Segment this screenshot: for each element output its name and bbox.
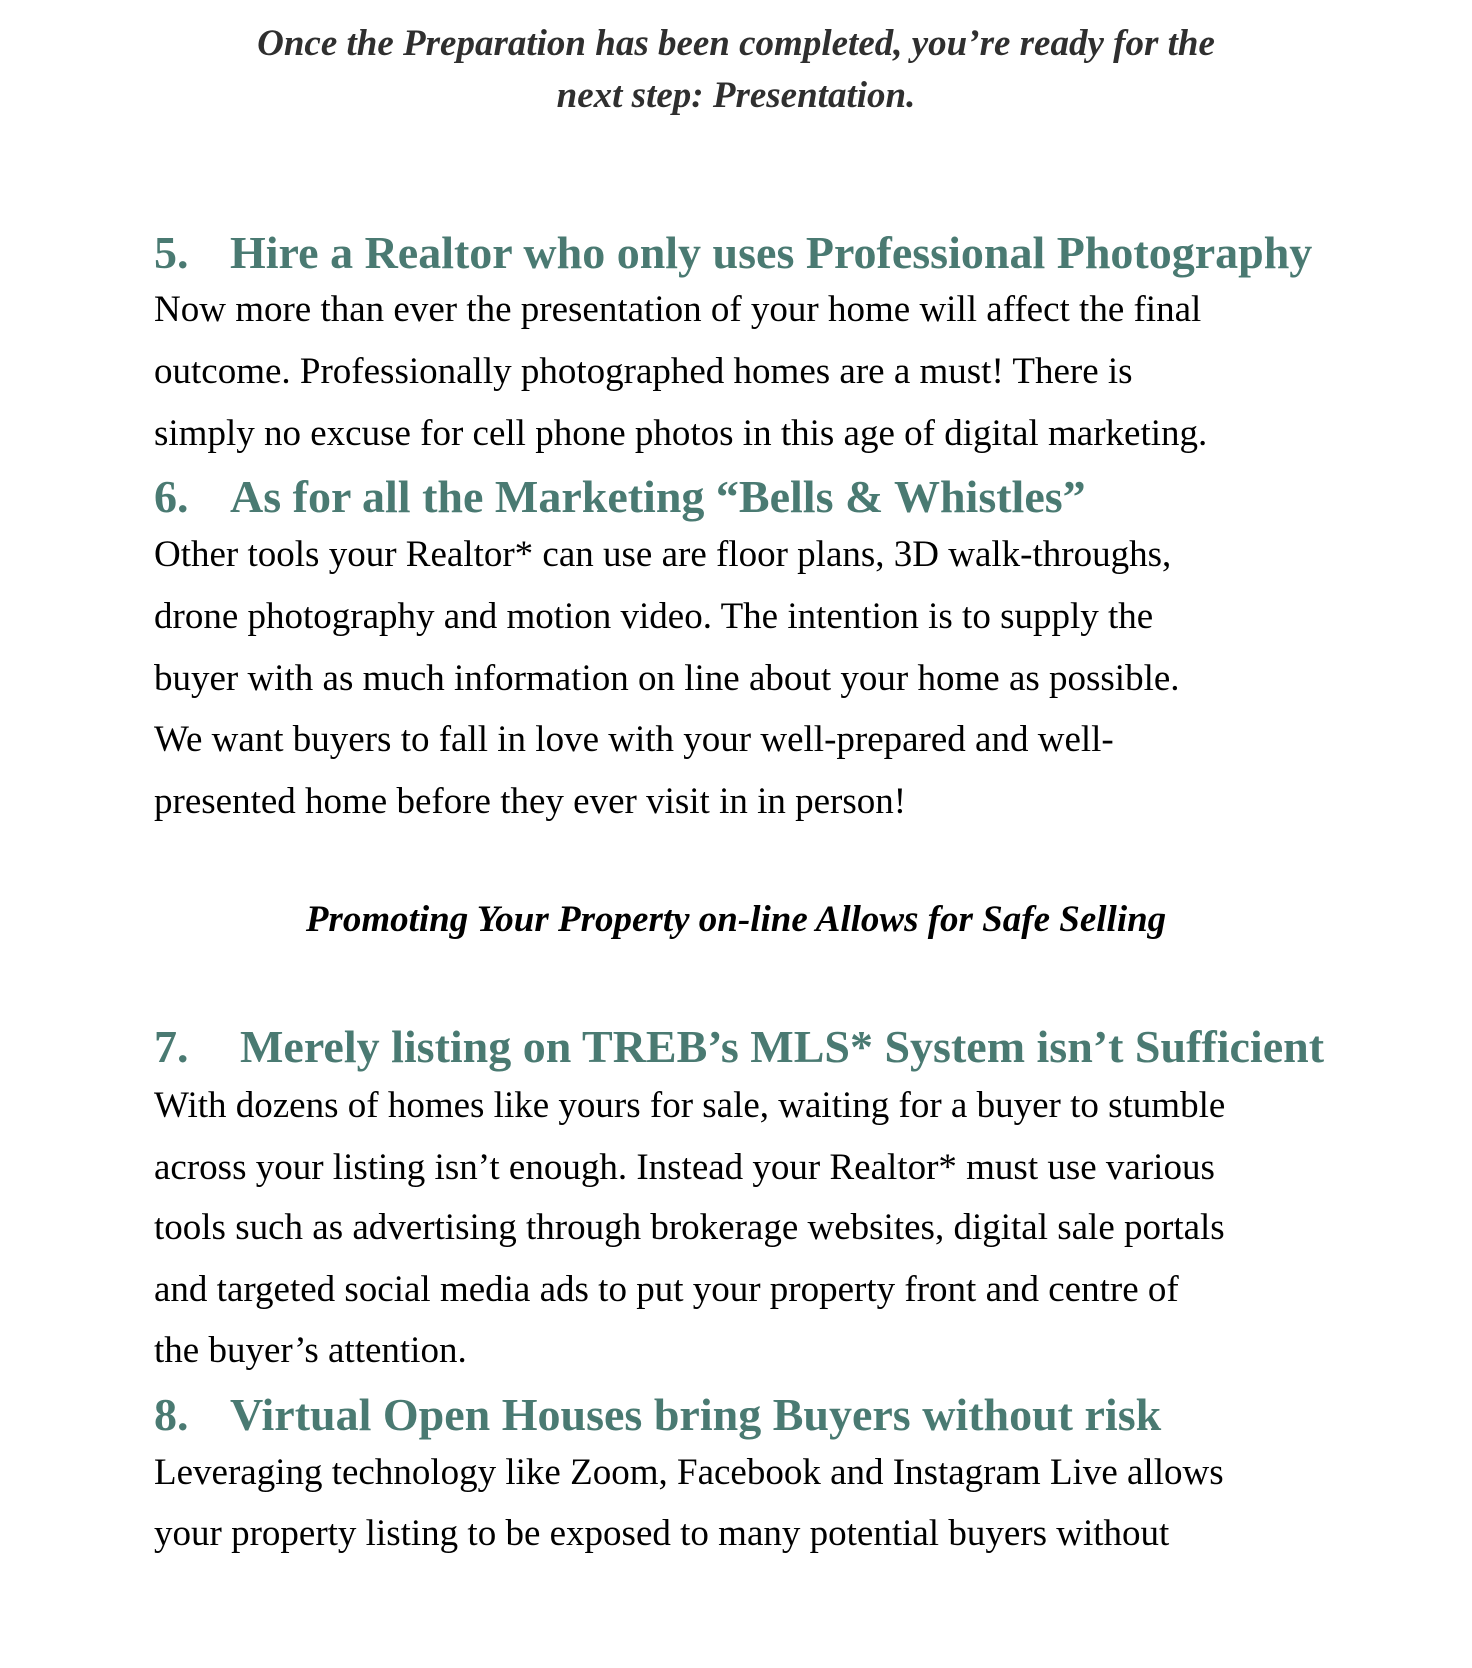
section-number: 6.: [154, 471, 189, 522]
body-line: We want buyers to fall in love with your well-prepared and well-: [154, 719, 1114, 760]
body-line: your property listing to be exposed to many potential buyers without: [154, 1513, 1170, 1554]
body-line: drone photography and motion video. The intention is to supply the: [154, 596, 1154, 637]
body-line: presented home before they ever visit in in person!: [154, 781, 907, 822]
section-title: As for all the Marketing “Bells & Whistles”: [230, 471, 1086, 522]
body-line: the buyer’s attention.: [154, 1330, 467, 1371]
body-line: outcome. Professionally photographed homes are a must! There is: [154, 351, 1133, 392]
section-heading-8: [154, 1388, 1161, 1441]
body-line: Now more than ever the presentation of your home will affect the final: [154, 289, 1202, 330]
body-line: buyer with as much information on line about your home as possible.: [154, 658, 1180, 699]
body-line: simply no excuse for cell phone photos in this age of digital marketing.: [154, 413, 1208, 454]
body-line: and targeted social media ads to put your property front and centre of: [154, 1269, 1179, 1310]
section-title: Virtual Open Houses bring Buyers without risk: [230, 1389, 1162, 1440]
section-heading-5: [154, 226, 1312, 279]
intro-line: Once the Preparation has been completed, you’re ready for the: [257, 23, 1215, 64]
body-line: Other tools your Realtor* can use are floor plans, 3D walk-throughs,: [154, 534, 1172, 575]
section-number: 5.: [154, 227, 189, 278]
body-line: tools such as advertising through brokerage websites, digital sale portals: [154, 1207, 1225, 1248]
section-title: Hire a Realtor who only uses Professional Photography: [230, 227, 1313, 278]
body-line: Leveraging technology like Zoom, Facebook and Instagram Live allows: [154, 1452, 1224, 1493]
section-number: 8.: [154, 1389, 189, 1440]
subheading: Promoting Your Property on-line Allows for Safe Selling: [305, 899, 1167, 940]
section-heading-6: [154, 470, 1086, 523]
body-line: With dozens of homes like yours for sale, waiting for a buyer to stumble: [154, 1085, 1226, 1126]
section-heading-7: [154, 1020, 1324, 1073]
section-title: Merely listing on TREB’s MLS* System isn’t Sufficient: [240, 1021, 1325, 1072]
intro-line: next step: Presentation.: [556, 75, 916, 116]
section-number: 7.: [154, 1021, 189, 1072]
body-line: across your listing isn’t enough. Instead your Realtor* must use various: [154, 1147, 1215, 1188]
